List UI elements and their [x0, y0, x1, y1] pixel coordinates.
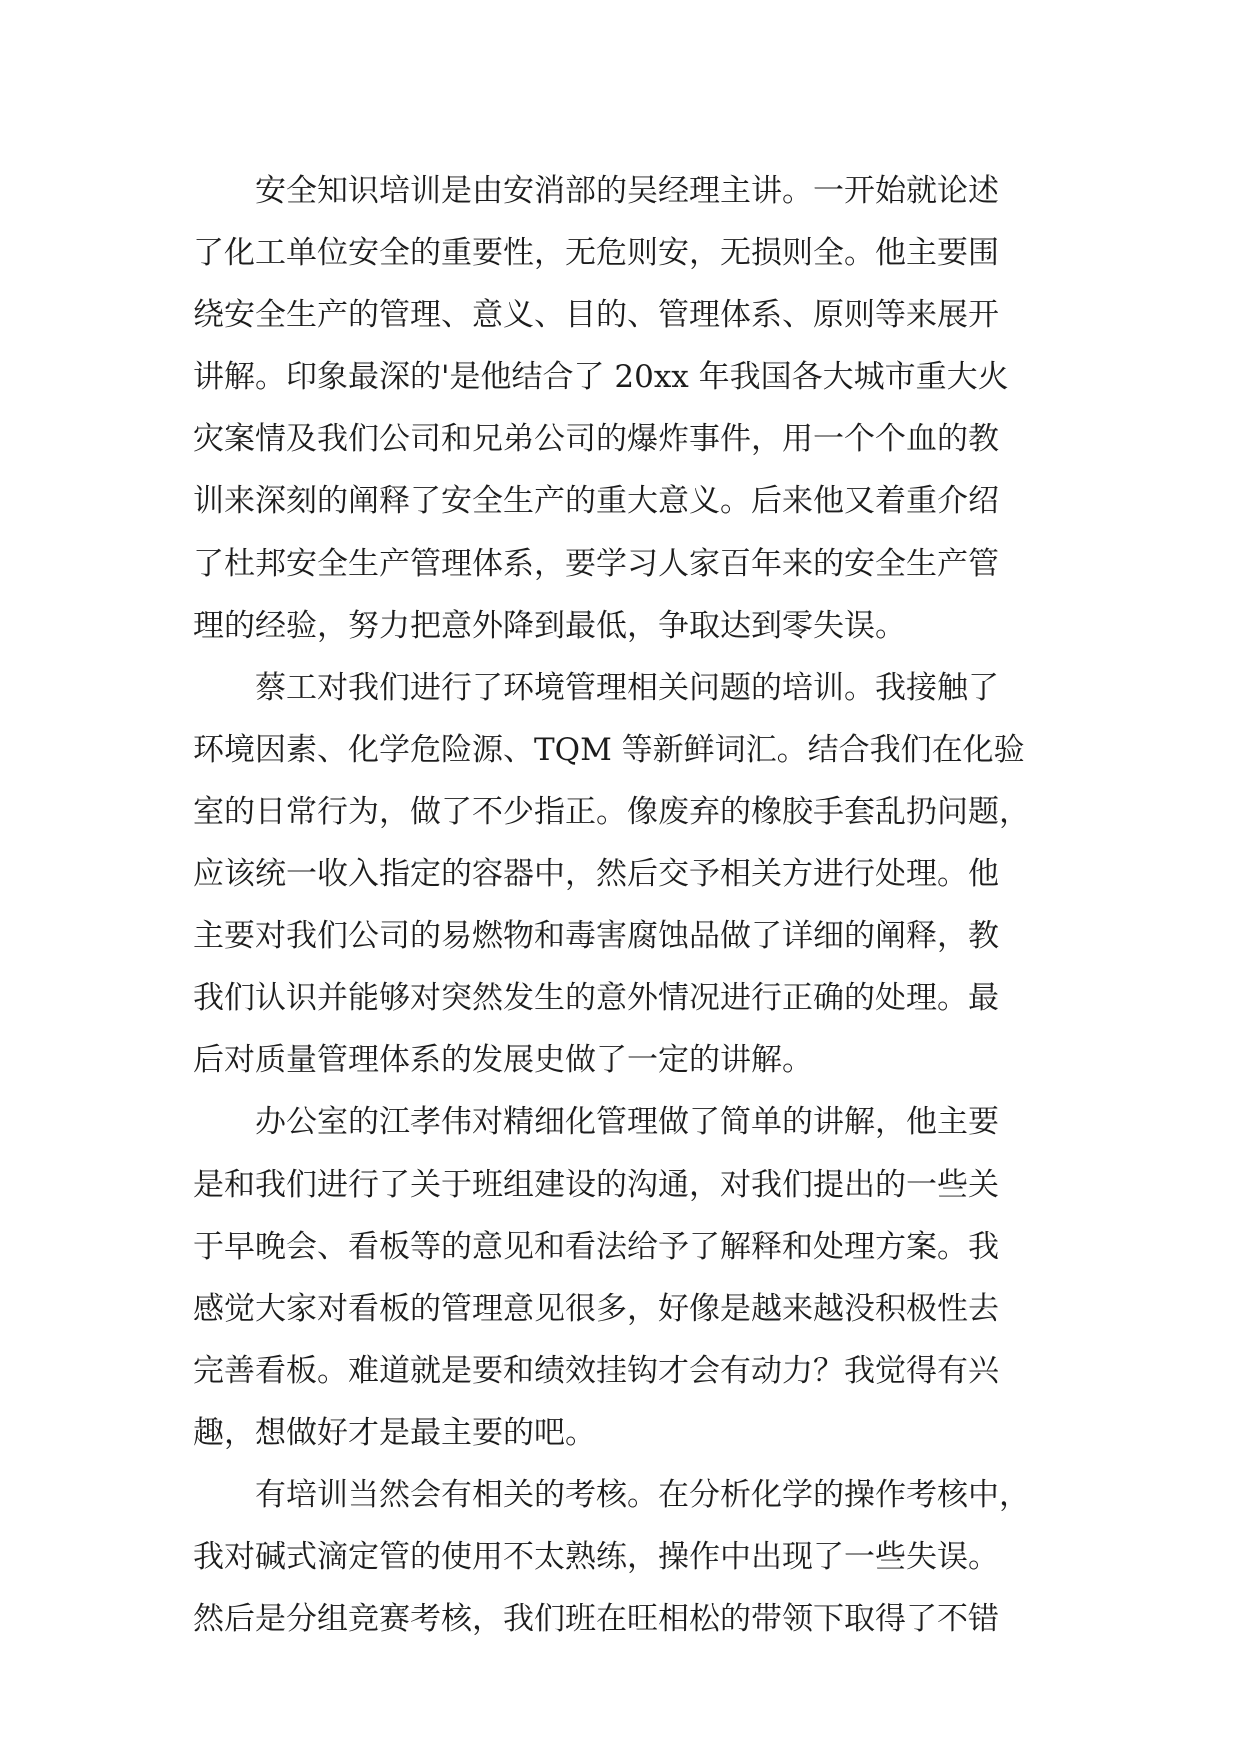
paragraph-safety-training — [193, 160, 1053, 657]
text-line: 有培训当然会有相关的考核。在分析化学的操作考核中， — [255, 1476, 1030, 1513]
text-line: 绕安全生产的管理、意义、目的、管理体系、原则等来展开 — [193, 297, 999, 334]
text-line: 了化工单位安全的重要性，无危则安，无损则全。他主要围 — [193, 235, 999, 272]
text-line: 室的日常行为，做了不少指正。像废弃的橡胶手套乱扔问题， — [193, 793, 1030, 830]
text-line: 灾案情及我们公司和兄弟公司的爆炸事件，用一个个血的教 — [193, 421, 999, 458]
text-line: 讲解。印象最深的'是他结合了 20xx 年我国各大城市重大火 — [193, 359, 1009, 396]
text-line: 环境因素、化学危险源、TQM 等新鲜词汇。结合我们在化验 — [193, 731, 1025, 768]
paragraph-assessment — [193, 1464, 1053, 1650]
text-line: 主要对我们公司的易燃物和毒害腐蚀品做了详细的阐释，教 — [193, 918, 999, 955]
text-line: 于早晚会、看板等的意见和看法给予了解释和处理方案。我 — [193, 1228, 999, 1265]
text-line: 后对质量管理体系的发展史做了一定的讲解。 — [193, 1042, 813, 1079]
paragraph-lean-management — [193, 1091, 1053, 1464]
text-line: 趣，想做好才是最主要的吧。 — [193, 1414, 596, 1451]
document-body — [193, 160, 1053, 1650]
text-line: 了杜邦安全生产管理体系，要学习人家百年来的安全生产管 — [193, 545, 999, 582]
text-line: 是和我们进行了关于班组建设的沟通，对我们提出的一些关 — [193, 1166, 999, 1203]
text-line: 训来深刻的阐释了安全生产的重大意义。后来他又着重介绍 — [193, 483, 999, 520]
paragraph-environment-training — [193, 657, 1053, 1092]
text-line: 我们认识并能够对突然发生的意外情况进行正确的处理。最 — [193, 980, 999, 1017]
text-line: 完善看板。难道就是要和绩效挂钩才会有动力？我觉得有兴 — [193, 1352, 999, 1389]
text-line: 应该统一收入指定的容器中，然后交予相关方进行处理。他 — [193, 856, 999, 893]
text-line: 感觉大家对看板的管理意见很多，好像是越来越没积极性去 — [193, 1290, 999, 1327]
text-line: 安全知识培训是由安消部的吴经理主讲。一开始就论述 — [255, 173, 999, 209]
text-line: 蔡工对我们进行了环境管理相关问题的培训。我接触了 — [255, 669, 999, 706]
text-line: 办公室的江孝伟对精细化管理做了简单的讲解，他主要 — [255, 1104, 999, 1141]
text-line: 理的经验，努力把意外降到最低，争取达到零失误。 — [193, 607, 906, 644]
text-line: 然后是分组竞赛考核，我们班在旺相松的带领下取得了不错 — [193, 1601, 999, 1638]
text-line: 我对碱式滴定管的使用不太熟练，操作中出现了一些失误。 — [193, 1539, 999, 1576]
